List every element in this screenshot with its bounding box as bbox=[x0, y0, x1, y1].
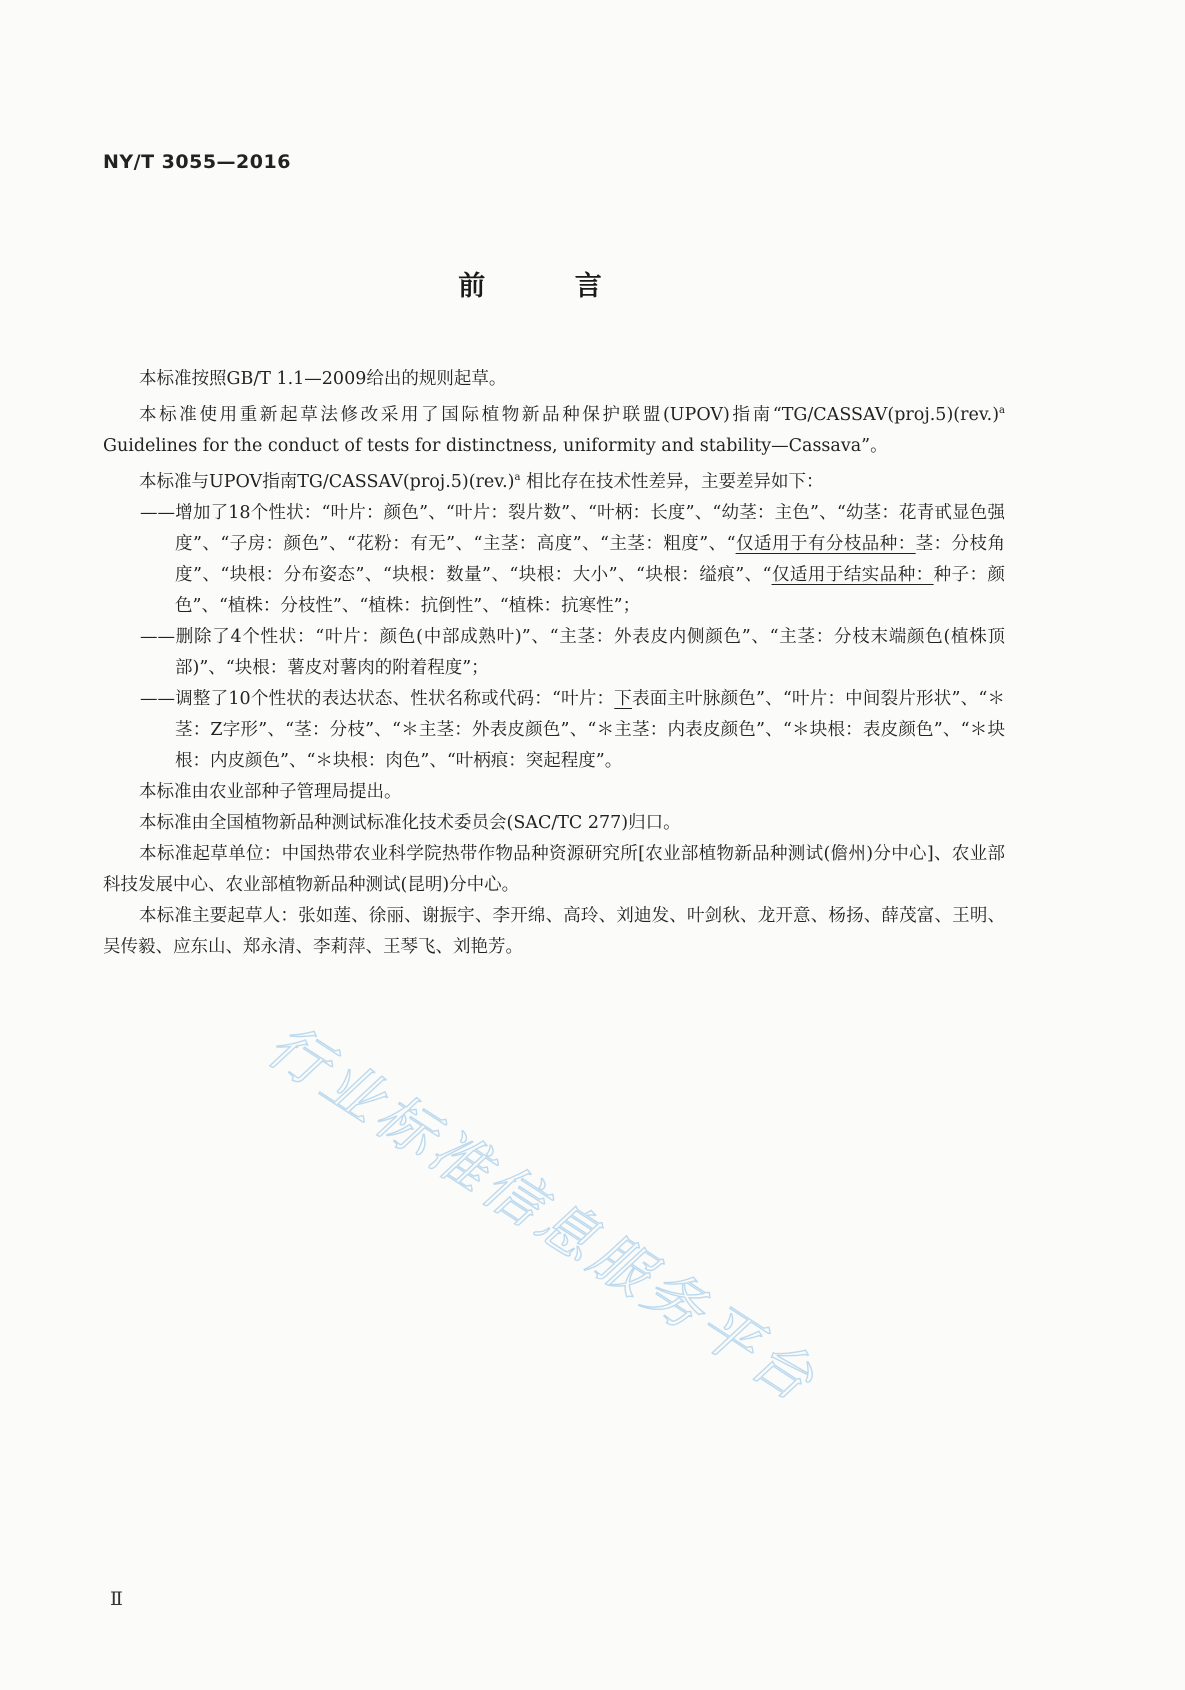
paragraph-drafting-units bbox=[103, 839, 1005, 901]
list-item-adjusted-traits bbox=[103, 684, 1005, 777]
paragraph-drafters bbox=[103, 901, 1005, 963]
paragraph-proposer bbox=[103, 777, 1005, 808]
paragraph-text: 本标准由全国植物新品种测试标准化技术委员会(SAC/TC 277)归口。 bbox=[139, 812, 681, 833]
paragraph-text: Guidelines for the conduct of tests for distinctness, uniformity and stability—Cassava”。 bbox=[103, 435, 888, 456]
paragraph-text: 本标准由农业部种子管理局提出。 bbox=[139, 781, 402, 802]
paragraph-text: 本标准使用重新起草法修改采用了国际植物新品种保护联盟(UPOV)指南“TG/CASSAV(proj.5)(rev.) bbox=[139, 404, 1000, 425]
underlined-text: 仅适用于结实品种： bbox=[771, 564, 934, 585]
foreword-body bbox=[103, 364, 1005, 963]
list-text: 种子：颜色”、“植株：分枝性”、“植株：抗倒性”、“植株：抗寒性”； bbox=[175, 564, 1006, 616]
paragraph-text: 本标准主要起草人：张如莲、徐丽、谢振宇、李开绵、高玲、刘迪发、叶剑秋、龙开意、杨扬、薛茂富、王明、吴传毅、应东山、郑永清、李莉萍、王琴飞、刘艳芳。 bbox=[103, 905, 1005, 957]
superscript: a bbox=[514, 471, 521, 483]
underlined-text: 仅适用于有分枝品种： bbox=[735, 533, 916, 554]
list-text: ——调整了10个性状的表达状态、性状名称或代码：“叶片： bbox=[140, 688, 615, 709]
list-text: 表面主叶脉颜色”、“叶片：中间裂片形状”、“＊茎：Z字形”、“茎：分枝”、“＊主茎：外表皮颜色”、“＊主茎：内表皮颜色”、“＊块根：表皮颜色”、“＊块根：内皮颜色”、“＊块根：肉色”、“叶柄痕：突起程度”。 bbox=[175, 688, 1005, 771]
paragraph-committee bbox=[103, 808, 1005, 839]
paragraph-text: 本标准与UPOV指南TG/CASSAV(proj.5)(rev.) bbox=[139, 471, 515, 492]
list-text: 茎：分枝角度”、“块根：分布姿态”、“块根：数量”、“块根：大小”、“块根：缢痕”、“ bbox=[175, 533, 1006, 585]
list-item-added-traits bbox=[103, 498, 1005, 622]
paragraph-text: 相比存在技术性差异，主要差异如下： bbox=[520, 471, 824, 492]
page-title: 前 言 bbox=[458, 271, 642, 302]
list-text: ——删除了4个性状：“叶片：颜色(中部成熟叶)”、“主茎：外表皮内侧颜色”、“主茎：分枝末端颜色(植株顶部)”、“块根：薯皮对薯肉的附着程度”； bbox=[140, 626, 1005, 678]
underlined-text: 下 bbox=[614, 688, 632, 709]
standard-id-header: NY/T 3055—2016 bbox=[103, 151, 291, 173]
watermark-text: 行业标准信息服务平台 bbox=[255, 1010, 830, 1417]
page-number: Ⅱ bbox=[110, 1588, 123, 1610]
paragraph-drafting-rules bbox=[103, 364, 1005, 395]
paragraph-text: 本标准起草单位：中国热带农业科学院热带作物品种资源研究所[农业部植物新品种测试(儋州)分中心]、农业部科技发展中心、农业部植物新品种测试(昆明)分中心。 bbox=[103, 843, 1005, 895]
list-item-deleted-traits bbox=[103, 622, 1005, 684]
paragraph-text: 本标准按照GB/T 1.1—2009给出的规则起草。 bbox=[139, 369, 507, 389]
superscript: a bbox=[999, 405, 1005, 416]
paragraph-differences-intro bbox=[103, 462, 1005, 498]
paragraph-upov-adoption bbox=[103, 395, 1005, 462]
list-text: ——增加了18个性状：“叶片：颜色”、“叶片：裂片数”、“叶柄：长度”、“幼茎：主色”、“幼茎：花青甙显色强度”、“子房：颜色”、“花粉：有无”、“主茎：高度”、“主茎：粗度”、“ bbox=[140, 502, 1005, 554]
